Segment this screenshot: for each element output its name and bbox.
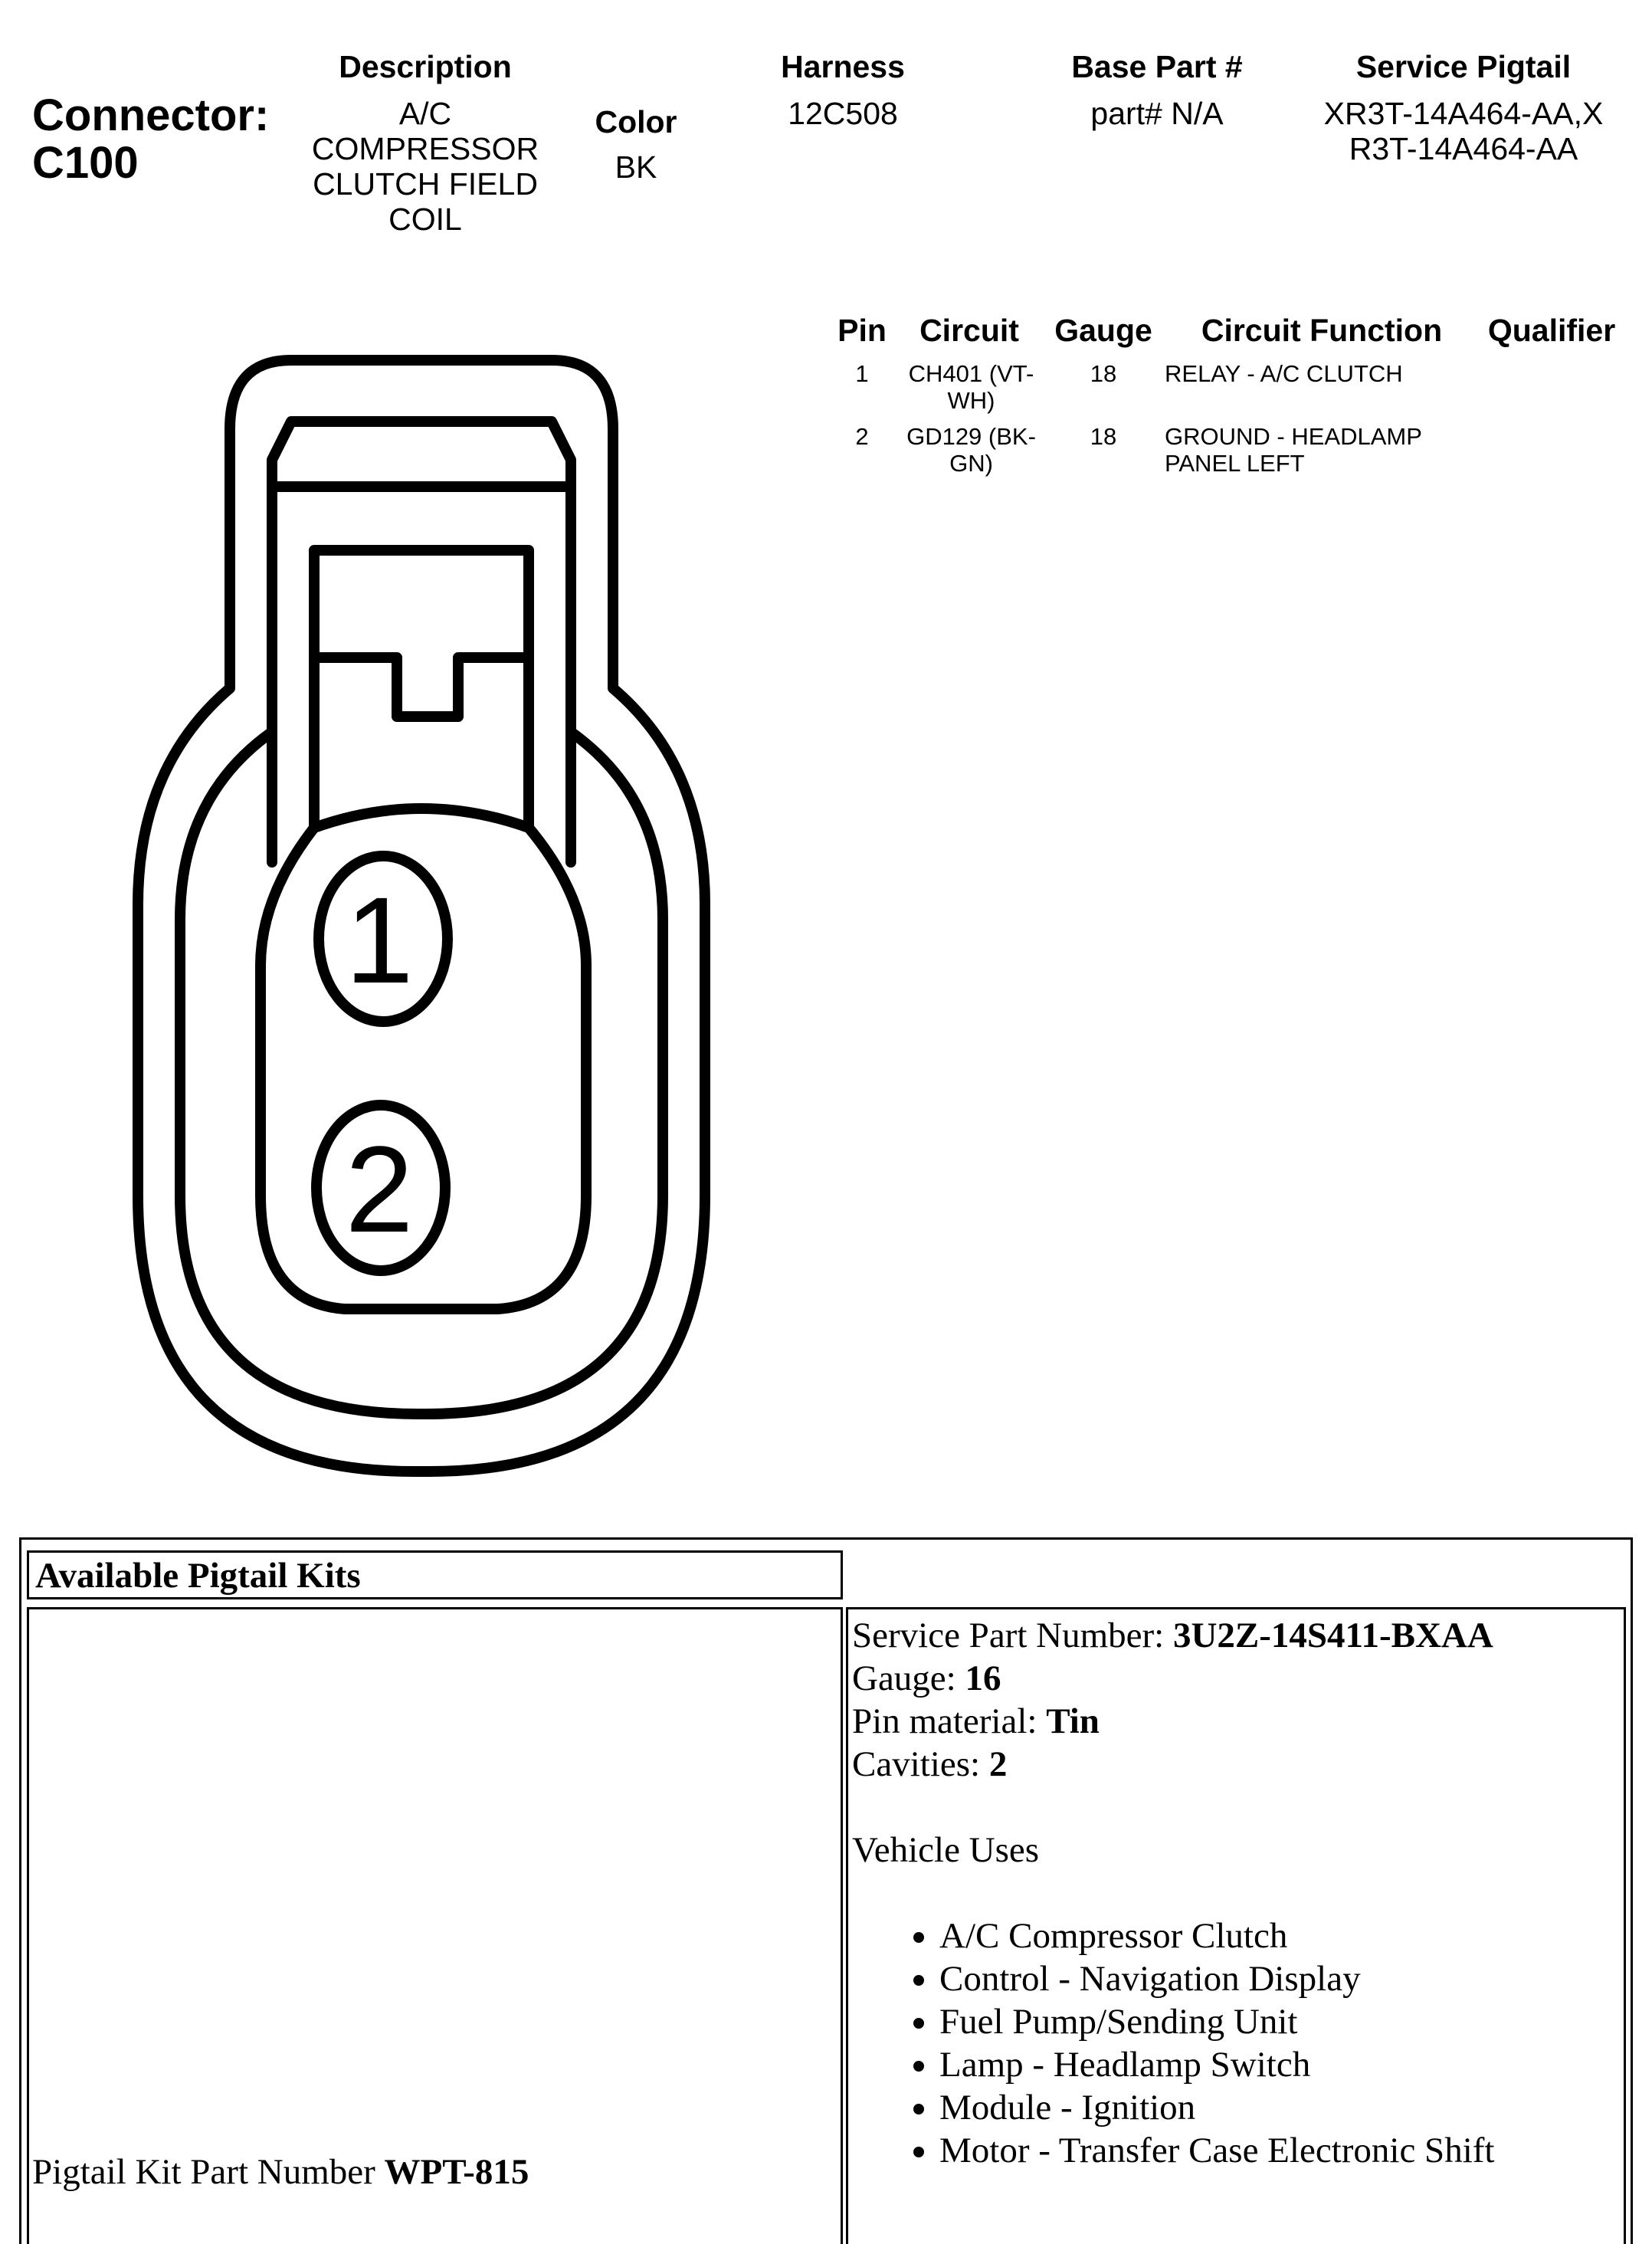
service-part-details <box>852 1614 1618 2172</box>
service-part-label: Service Part Number: <box>852 1616 1173 1655</box>
circuit-function-column-header: Circuit Function <box>1201 313 1443 348</box>
description-header: Description <box>339 49 512 84</box>
base-part-header: Base Part # <box>1071 49 1243 84</box>
color-value: BK <box>615 149 657 185</box>
row2-pin: 2 <box>855 423 869 450</box>
pin-material-value: Tin <box>1046 1701 1100 1741</box>
gauge-value: 16 <box>965 1658 1001 1698</box>
connector-label: Connector: <box>32 90 270 140</box>
pin-carrier <box>261 809 586 1309</box>
gauge-column-header: Gauge <box>1054 313 1152 348</box>
cavities-line <box>852 1743 1618 1786</box>
vehicle-use-item: • A/C Compressor Clutch <box>939 1914 1618 1957</box>
row2-circuit: GD129 (BK-GN) <box>906 423 1036 477</box>
pin-material-label: Pin material: <box>852 1701 1047 1741</box>
connector-id: C100 <box>32 138 139 188</box>
pigtail-kit-part-number <box>32 2150 529 2193</box>
pin-column-header: Pin <box>837 313 887 348</box>
latch-notch <box>314 658 529 717</box>
service-pigtail-value: XR3T-14A464-AA,XR3T-14A464-AA <box>1323 96 1604 166</box>
description-value: A/C COMPRESSOR CLUTCH FIELD COIL <box>311 96 539 237</box>
vehicle-uses-list <box>846 1914 1618 2172</box>
base-part-value: part# N/A <box>1090 96 1224 131</box>
row2-function: GROUND - HEADLAMP PANEL LEFT <box>1165 423 1422 477</box>
row1-gauge: 18 <box>1090 360 1117 387</box>
pigtail-kits-title-cell <box>27 1550 843 1599</box>
color-header: Color <box>595 104 677 139</box>
pin-2-label: 2 <box>345 1120 414 1258</box>
qualifier-column-header: Qualifier <box>1487 313 1616 348</box>
pigtail-kit-left-cell <box>27 1607 843 2244</box>
pigtail-kits-title: Available Pigtail Kits <box>35 1556 361 1596</box>
pin-material-line <box>852 1700 1618 1743</box>
row1-circuit: CH401 (VT-WH) <box>908 360 1034 414</box>
latch-inner <box>314 550 529 828</box>
service-part-value: 3U2Z-14S411-BXAA <box>1172 1616 1493 1655</box>
harness-value: 12C508 <box>788 96 898 131</box>
pin-1-label: 1 <box>345 871 414 1009</box>
cavities-value: 2 <box>988 1744 1008 1784</box>
harness-header: Harness <box>781 49 905 84</box>
pigtail-kit-part-label: Pigtail Kit Part Number <box>32 2152 385 2192</box>
vehicle-use-item: • Module - Ignition <box>939 2086 1618 2129</box>
vehicle-use-item: • Lamp - Headlamp Switch <box>939 2043 1618 2086</box>
row1-function: RELAY - A/C CLUTCH <box>1165 360 1403 387</box>
pigtail-kit-part-value: WPT-815 <box>384 2152 529 2192</box>
cavities-label: Cavities: <box>852 1744 989 1784</box>
service-pigtail-header: Service Pigtail <box>1355 49 1572 84</box>
connector-diagram <box>0 0 766 1517</box>
vehicle-uses-label: Vehicle Uses <box>852 1830 1040 1870</box>
row2-gauge: 18 <box>1090 423 1117 450</box>
row1-pin: 1 <box>855 360 869 387</box>
vehicle-use-item: • Fuel Pump/Sending Unit <box>939 2000 1618 2043</box>
vehicle-use-item: • Motor - Transfer Case Electronic Shift <box>939 2129 1618 2172</box>
circuit-column-header: Circuit <box>919 313 1019 348</box>
gauge-label: Gauge: <box>852 1658 965 1698</box>
vehicle-use-item: • Control - Navigation Display <box>939 1957 1618 2000</box>
gauge-line <box>852 1657 1618 1700</box>
service-part-number-line <box>852 1614 1618 1657</box>
